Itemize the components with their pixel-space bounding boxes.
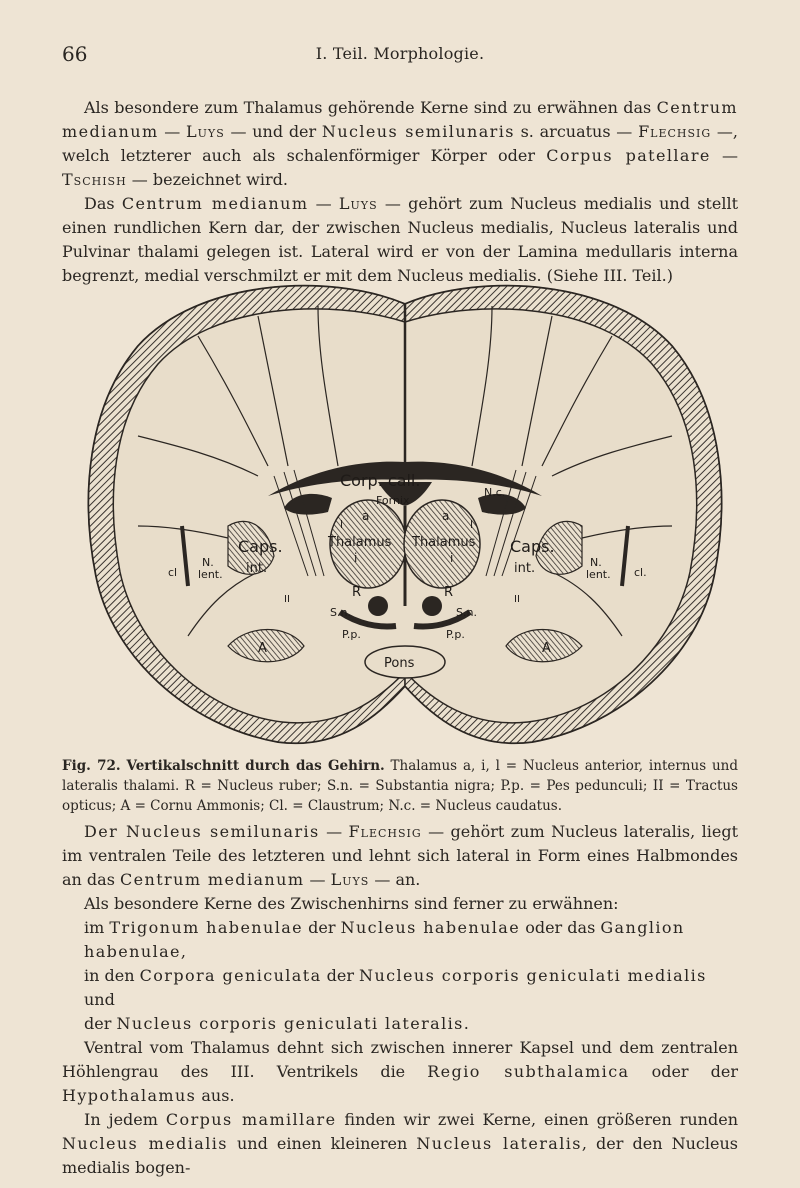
label-fornix: Fornix xyxy=(376,494,410,507)
term: Nucleus medialis xyxy=(62,1134,228,1153)
label-a-left: a xyxy=(362,509,370,523)
label-sn-right: S.n. xyxy=(456,606,477,619)
label-lent-right: lent. xyxy=(586,568,611,581)
label-corp-call: Corp. call. xyxy=(340,471,421,490)
figure-caption xyxy=(62,756,738,816)
label-r-left: R xyxy=(352,585,362,600)
paragraph: In jedem Corpus mamillare finden wir zwei Kerne, einen größeren runden Nucleus medialis und einen kleineren Nucleus lateralis, der den Nucleus medialis bogen- xyxy=(62,1110,738,1177)
label-thalamus-left: Thalamus xyxy=(328,535,392,550)
label-nc: N.c. xyxy=(484,486,506,499)
term: Centrum medianum xyxy=(62,98,738,141)
page-header xyxy=(62,42,738,66)
brain-section-figure xyxy=(78,276,732,748)
term: Corpus patellare xyxy=(546,146,711,165)
list-item: in den Corpora geniculata der Nucleus corporis geniculati medialis und xyxy=(84,966,707,1009)
label-cl-right: cl. xyxy=(634,566,647,579)
label-a-right: a xyxy=(442,509,450,523)
brain-section-illustration xyxy=(78,276,732,748)
label-ii-right: II xyxy=(514,594,520,605)
intro-text xyxy=(62,96,738,288)
label-pons: Pons xyxy=(384,656,415,671)
label-caps-right: Caps. xyxy=(510,537,555,556)
figure-caption-text: Thalamus a, i, l = Nucleus anterior, internus und lateralis thalami. R = Nucleus ruber; S.n. = Substantia nigra; P.p. = Pes pedunculi; II = Tractus opticus; A = Cornu Ammonis; Cl. = Claustrum; N.c. = Nucleus caudatus. xyxy=(62,758,739,814)
page-number: 66 xyxy=(62,42,88,66)
term: Hypothalamus xyxy=(62,1086,197,1105)
author-name: Flechsig xyxy=(638,122,712,141)
list-item: der Nucleus corporis geniculati lateralis. xyxy=(84,1014,469,1033)
label-int-right: int. xyxy=(514,561,536,576)
author-name: Luys xyxy=(186,122,225,141)
label-l-left: l xyxy=(340,518,344,531)
label-sn-left: S.n. xyxy=(330,606,351,619)
label-i-left: i xyxy=(354,551,358,565)
label-r-right: R xyxy=(444,585,454,600)
term: Regio subthalamica xyxy=(427,1062,630,1081)
list-item: im Trigonum habenulae der Nucleus habenulae oder das Ganglion habenulae, xyxy=(84,918,685,961)
paragraph: Als besondere Kerne des Zwischenhirns sind ferner zu erwähnen: xyxy=(84,894,619,913)
figure-title: Vertikalschnitt durch das Gehirn. xyxy=(126,758,385,774)
author-name: Luys xyxy=(338,194,378,213)
paragraph: Als besondere zum Thalamus gehörende Kerne sind zu erwähnen das Centrum medianum — Luys — und der Nucleus semilunaris s. arcuatus — Flechsig —, welch letzterer auch als schalenförmiger Körper oder Corpus patellare — Tschish — bezeichnet wird. xyxy=(62,98,739,189)
term: Der Nucleus semilunaris xyxy=(84,822,320,841)
label-n-left: N. xyxy=(202,556,214,569)
running-head: I. Teil. Morphologie. xyxy=(315,44,485,63)
label-n-right: N. xyxy=(590,556,602,569)
label-pp-right: P.p. xyxy=(446,628,465,641)
author-name: Luys xyxy=(330,870,370,889)
term: Corpus mamillare xyxy=(165,1110,337,1129)
body-text xyxy=(62,820,738,1180)
label-lent-left: lent. xyxy=(198,568,223,581)
label-int-left: int. xyxy=(246,561,268,576)
label-l-right: l xyxy=(470,518,474,531)
label-caps-left: Caps. xyxy=(238,537,283,556)
paragraph: Das Centrum medianum — Luys — gehört zum Nucleus medialis und stellt einen rundlichen Kern dar, der zwischen Nucleus medialis, Nucleus lateralis und Pulvinar thalami gelegen ist. Lateral wird er von der Lamina medullaris interna begrenzt, medial verschmilzt er mit dem Nucleus medialis. (Siehe III. Teil.) xyxy=(62,194,738,285)
term: Centrum medianum xyxy=(120,870,305,889)
label-i-right: i xyxy=(450,551,454,565)
author-name: Flechsig xyxy=(348,822,422,841)
term: Centrum medianum xyxy=(121,194,309,213)
nucleus-ruber-right-shape xyxy=(422,596,442,616)
label-ii-left: II xyxy=(284,594,290,605)
figure-number: Fig. 72. xyxy=(62,758,121,774)
label-thalamus-right: Thalamus xyxy=(412,535,476,550)
paragraph: Der Nucleus semilunaris — Flechsig — gehört zum Nucleus lateralis, liegt im ventralen Teile des letzteren und lehnt sich lateral in Form eines Halbmondes an das Centrum medianum — Luys — an. xyxy=(62,822,738,889)
term: Nucleus lateralis xyxy=(416,1134,582,1153)
term: Nucleus semilunaris xyxy=(321,122,515,141)
nucleus-ruber-left-shape xyxy=(368,596,388,616)
author-name: Tschish xyxy=(62,170,127,189)
label-cl-left: cl xyxy=(168,566,178,579)
label-A-left: A xyxy=(258,641,267,656)
paragraph: Ventral vom Thalamus dehnt sich zwischen innerer Kapsel und dem zentralen Höhlengrau des III. Ventrikels die Regio subthalamica oder der Hypothalamus aus. xyxy=(62,1038,738,1105)
label-pp-left: P.p. xyxy=(342,628,361,641)
label-A-right: A xyxy=(542,641,551,656)
nuclei-list xyxy=(62,916,738,1036)
